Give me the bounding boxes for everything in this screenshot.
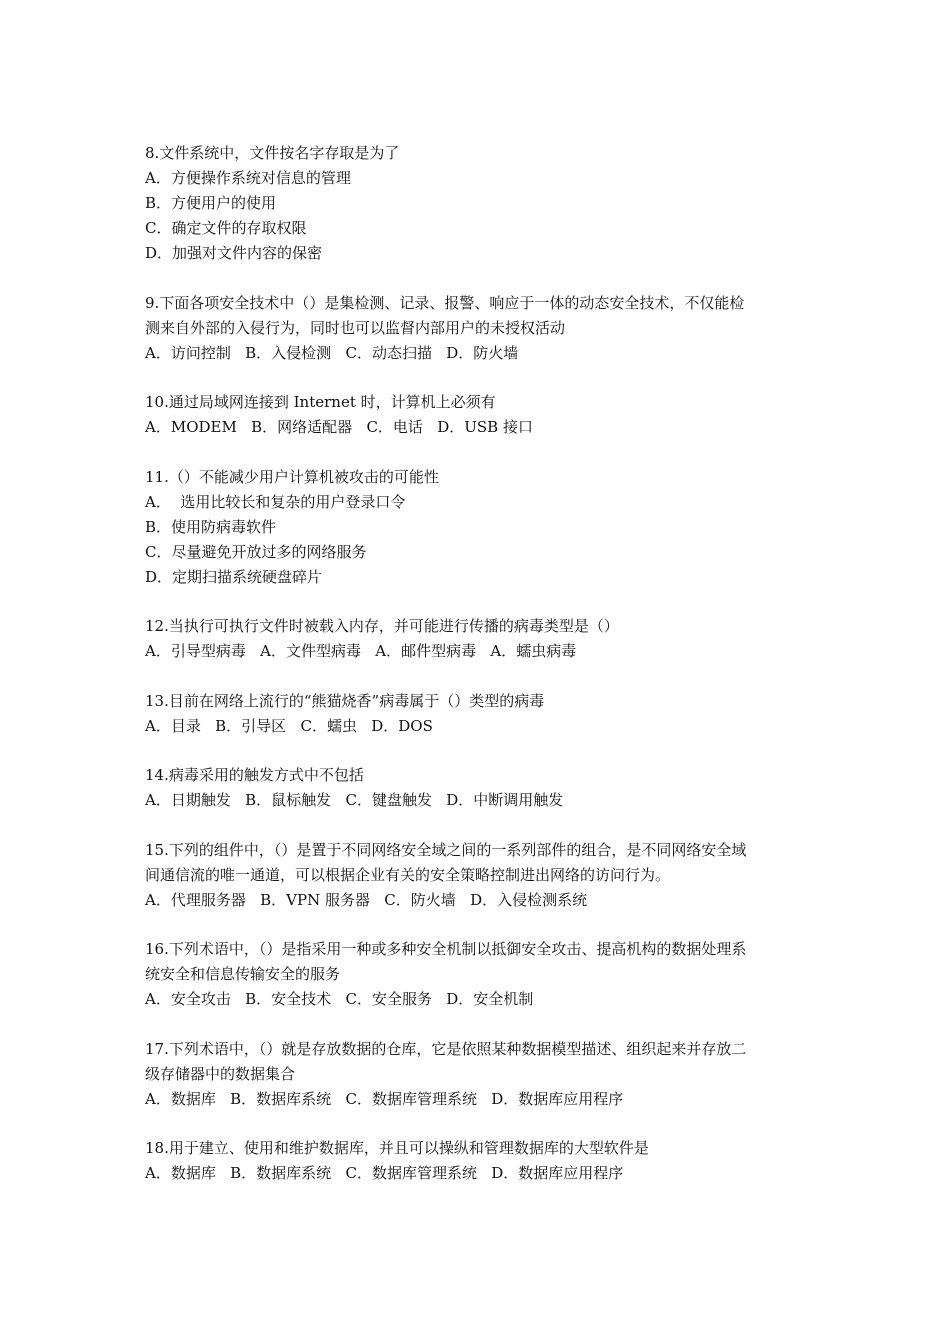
- question-9-stem-line-2: 测来自外部的入侵行为，同时也可以监督内部用户的未授权活动: [145, 318, 566, 337]
- question-13-stem: 13.目前在网络上流行的“熊猫烧香”病毒属于（）类型的病毒: [145, 691, 545, 710]
- question-15: [145, 838, 815, 913]
- question-14: [145, 763, 815, 813]
- question-14-options: A．日期触发 B．鼠标触发 C．键盘触发 D．中断调用触发: [145, 791, 564, 809]
- question-15-stem-line-2: 间通信流的唯一通道，可以根据企业有关的安全策略控制进出网络的访问行为。: [145, 865, 671, 884]
- question-11: [145, 465, 815, 590]
- question-15-options: A．代理服务器 B．VPN 服务器 C．防火墙 D．入侵检测系统: [145, 890, 588, 909]
- question-17-options: A．数据库 B．数据库系统 C．数据库管理系统 D．数据库应用程序: [145, 1089, 624, 1108]
- question-16-options: A．安全攻击 B．安全技术 C．安全服务 D．安全机制: [145, 990, 534, 1008]
- question-16-stem-line-2: 统安全和信息传输安全的服务: [145, 965, 341, 983]
- question-11-option-b: B．使用防病毒软件: [145, 517, 277, 536]
- question-15-stem-line-1: 15.下列的组件中，（）是置于不同网络安全域之间的一系列部件的组合，是不同网络安全域: [145, 840, 747, 859]
- question-16: [145, 937, 815, 1012]
- question-17-stem-line-1: 17.下列术语中，（）就是存放数据的仓库，它是依照某种数据模型描述、组织起来并存放二: [145, 1039, 747, 1058]
- question-8-stem: 8.文件系统中，文件按名字存取是为了: [145, 144, 400, 162]
- question-13-options: A．目录 B．引导区 C．蠕虫 D．DOS: [145, 716, 433, 735]
- question-13: [145, 689, 815, 739]
- question-9-options: A．访问控制 B．入侵检测 C．动态扫描 D．防火墙: [145, 343, 519, 362]
- question-11-option-a: A． 选用比较长和复杂的用户登录口令: [145, 492, 406, 511]
- question-18-stem: 18.用于建立、使用和维护数据库，并且可以操纵和管理数据库的大型软件是: [145, 1139, 649, 1157]
- question-10-options: A．MODEM B．网络适配器 C．电话 D．USB 接口: [145, 418, 533, 436]
- question-17: [145, 1037, 815, 1112]
- question-12: [145, 614, 815, 664]
- question-10-stem: 10.通过局域网连接到 Internet 时，计算机上必须有: [145, 393, 496, 411]
- question-9-stem-line-1: 9.下面各项安全技术中（）是集检测、记录、报警、响应于一体的动态安全技术，不仅能检: [145, 293, 745, 312]
- question-12-options: A．引导型病毒 A．文件型病毒 A．邮件型病毒 A．蠕虫病毒: [145, 642, 577, 660]
- question-8-option-c: C．确定文件的存取权限: [145, 219, 307, 237]
- question-11-option-c: C．尽量避免开放过多的网络服务: [145, 542, 367, 561]
- question-11-option-d: D．定期扫描系统硬盘碎片: [145, 567, 323, 586]
- question-12-stem: 12.当执行可执行文件时被载入内存，并可能进行传播的病毒类型是（）: [145, 617, 619, 635]
- document-page: [145, 141, 815, 1211]
- question-11-stem: 11.（）不能减少用户计算机被攻击的可能性: [145, 467, 439, 486]
- question-8-option-d: D．加强对文件内容的保密: [145, 244, 323, 262]
- question-14-stem: 14.病毒采用的触发方式中不包括: [145, 766, 364, 784]
- question-8-option-a: A．方便操作系统对信息的管理: [145, 169, 351, 187]
- question-8-option-b: B．方便用户的使用: [145, 194, 277, 212]
- question-16-stem-line-1: 16.下列术语中，（）是指采用一种或多种安全机制以抵御安全攻击、提高机构的数据处理系: [145, 940, 747, 958]
- question-18-options: A．数据库 B．数据库系统 C．数据库管理系统 D．数据库应用程序: [145, 1164, 624, 1182]
- question-8: [145, 141, 815, 266]
- question-10: [145, 390, 815, 440]
- question-18: [145, 1136, 815, 1186]
- question-9: [145, 291, 815, 366]
- question-17-stem-line-2: 级存储器中的数据集合: [145, 1064, 296, 1083]
